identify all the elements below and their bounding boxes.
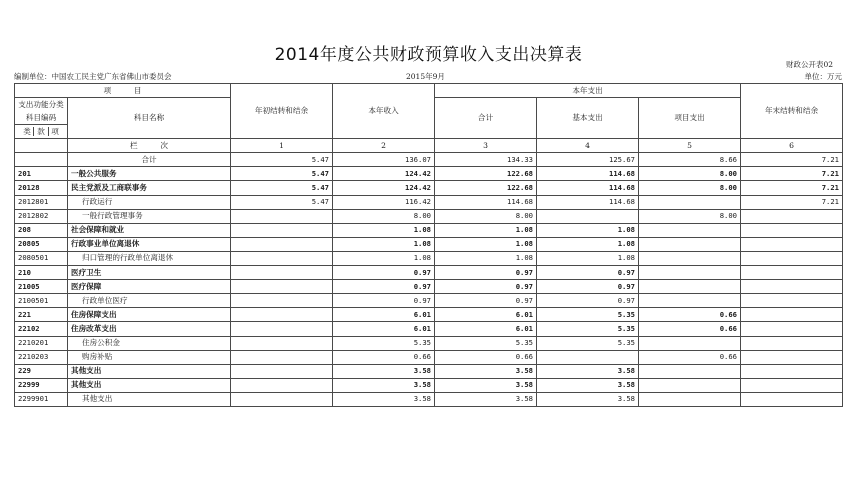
cell-income: 124.42 [333,167,435,181]
header-basic-expense: 基本支出 [537,98,639,139]
index-1: 1 [231,139,333,153]
table-row [15,181,843,195]
row-name: 其他支出 [68,364,231,378]
row-name: 一般行政管理事务 [68,209,231,223]
cell-closing [741,266,843,280]
cell-total: 6.01 [435,322,537,336]
cell-project [639,336,741,350]
cell-basic [537,209,639,223]
row-name: 合计 [68,153,231,167]
cell-basic: 1.08 [537,251,639,265]
cell-closing [741,392,843,406]
cell-closing: 7.21 [741,167,843,181]
cell-project: 8.00 [639,181,741,195]
header-row-1 [15,84,843,98]
cell-project [639,266,741,280]
cell-basic: 1.08 [537,223,639,237]
header-subject-name: 科目名称 [68,98,231,139]
cell-project: 0.66 [639,322,741,336]
cell-project: 0.66 [639,308,741,322]
cell-total: 3.58 [435,392,537,406]
cell-income: 124.42 [333,181,435,195]
cell-closing [741,350,843,364]
cell-basic: 1.08 [537,237,639,251]
cell-opening [231,392,333,406]
header-cat-kuan-xiang [15,125,68,139]
table-row [15,237,843,251]
cell-closing [741,364,843,378]
cell-opening [231,308,333,322]
cell-basic: 114.68 [537,195,639,209]
cell-closing [741,223,843,237]
row-name: 购房补贴 [68,350,231,364]
row-name: 行政事业单位离退休 [68,237,231,251]
cell-closing: 7.21 [741,181,843,195]
cell-income: 1.08 [333,223,435,237]
table-row [15,308,843,322]
table-row [15,392,843,406]
cell-total: 5.35 [435,336,537,350]
row-name: 归口管理的行政单位离退休 [68,251,231,265]
row-code: 2210201 [15,336,68,350]
cell-total: 134.33 [435,153,537,167]
cell-project [639,237,741,251]
cell-income: 5.35 [333,336,435,350]
cell-opening [231,237,333,251]
index-blank [15,139,68,153]
row-code: 22102 [15,322,68,336]
cell-closing: 7.21 [741,153,843,167]
row-code: 2080501 [15,251,68,265]
row-code: 229 [15,364,68,378]
row-code: 208 [15,223,68,237]
header-item: 项 目 [15,84,231,98]
row-name: 住房改革支出 [68,322,231,336]
cell-total: 0.66 [435,350,537,364]
cell-total: 122.68 [435,181,537,195]
row-code: 20805 [15,237,68,251]
cell-basic: 125.67 [537,153,639,167]
cell-income: 136.07 [333,153,435,167]
cell-income: 3.58 [333,378,435,392]
cell-total: 1.08 [435,237,537,251]
cell-total: 0.97 [435,266,537,280]
cell-project: 8.00 [639,167,741,181]
cell-income: 0.97 [333,294,435,308]
cell-total: 114.68 [435,195,537,209]
row-code: 221 [15,308,68,322]
report-period: 2015年9月 [406,72,445,81]
cell-income: 3.58 [333,392,435,406]
cell-opening [231,209,333,223]
cell-project [639,364,741,378]
cell-income: 6.01 [333,322,435,336]
cell-total: 0.97 [435,280,537,294]
row-name: 其他支出 [68,378,231,392]
form-code: 财政公开表02 [785,60,833,69]
cell-total: 1.08 [435,251,537,265]
table-row [15,350,843,364]
row-code [15,153,68,167]
cell-opening [231,322,333,336]
cell-opening [231,223,333,237]
cell-basic: 3.58 [537,364,639,378]
cell-project [639,280,741,294]
header-current-expense: 本年支出 [435,84,741,98]
cell-project: 0.66 [639,350,741,364]
cell-closing [741,322,843,336]
cell-basic: 114.68 [537,181,639,195]
row-code: 210 [15,266,68,280]
cell-project [639,223,741,237]
cell-project [639,392,741,406]
cell-income: 3.58 [333,364,435,378]
row-code: 22999 [15,378,68,392]
row-code: 2299901 [15,392,68,406]
cell-closing [741,280,843,294]
index-2: 2 [333,139,435,153]
table-row [15,209,843,223]
table-row [15,251,843,265]
row-code: 21005 [15,280,68,294]
header-kuan: 款 [33,127,49,136]
index-label: 栏 次 [68,139,231,153]
cell-closing [741,209,843,223]
cell-basic: 5.35 [537,322,639,336]
header-closing-balance: 年末结转和结余 [741,84,843,139]
table-row [15,280,843,294]
header-xiang: 项 [51,126,59,136]
row-name: 住房公积金 [68,336,231,350]
cell-basic: 0.97 [537,280,639,294]
cell-income: 0.97 [333,266,435,280]
cell-total: 6.01 [435,308,537,322]
row-code: 2100501 [15,294,68,308]
cell-project: 8.00 [639,209,741,223]
cell-opening [231,378,333,392]
row-name: 住房保障支出 [68,308,231,322]
row-name: 其他支出 [68,392,231,406]
row-name: 社会保障和就业 [68,223,231,237]
cell-income: 0.97 [333,280,435,294]
cell-income: 8.00 [333,209,435,223]
cell-project: 8.66 [639,153,741,167]
cell-opening [231,266,333,280]
cell-opening [231,350,333,364]
cell-closing [741,294,843,308]
cell-opening [231,251,333,265]
index-4: 4 [537,139,639,153]
cell-basic: 3.58 [537,392,639,406]
row-code: 2210203 [15,350,68,364]
meta-row [14,71,842,82]
cell-closing [741,237,843,251]
cell-opening: 5.47 [231,181,333,195]
cell-closing [741,336,843,350]
index-6: 6 [741,139,843,153]
cell-basic: 3.58 [537,378,639,392]
row-name: 民主党派及工商联事务 [68,181,231,195]
table-row [15,378,843,392]
table-row [15,223,843,237]
table-row [15,364,843,378]
row-name: 医疗卫生 [68,266,231,280]
cell-closing: 7.21 [741,195,843,209]
cell-total: 0.97 [435,294,537,308]
row-name: 医疗保障 [68,280,231,294]
table-row [15,336,843,350]
cell-project [639,294,741,308]
cell-project [639,251,741,265]
row-name: 行政运行 [68,195,231,209]
cell-project [639,378,741,392]
table-row [15,167,843,181]
table-row [15,266,843,280]
cell-income: 116.42 [333,195,435,209]
index-5: 5 [639,139,741,153]
cell-opening: 5.47 [231,195,333,209]
cell-basic: 0.97 [537,266,639,280]
row-name: 行政单位医疗 [68,294,231,308]
cell-basic: 114.68 [537,167,639,181]
cell-closing [741,251,843,265]
cell-total: 3.58 [435,364,537,378]
cell-opening [231,336,333,350]
cell-opening [231,364,333,378]
row-code: 20128 [15,181,68,195]
currency-unit: 单位：万元 [804,72,842,81]
cell-basic: 5.35 [537,336,639,350]
budget-table [14,83,843,407]
header-subtotal: 合计 [435,98,537,139]
row-code: 201 [15,167,68,181]
cell-total: 8.00 [435,209,537,223]
header-project-expense: 项目支出 [639,98,741,139]
header-func-class: 支出功能分类科目编码 [15,98,68,125]
cell-opening: 5.47 [231,153,333,167]
cell-basic: 5.35 [537,308,639,322]
cell-income: 1.08 [333,251,435,265]
header-cat: 类 [23,126,31,136]
cell-basic: 0.97 [537,294,639,308]
cell-opening [231,294,333,308]
header-current-income: 本年收入 [333,84,435,139]
cell-closing [741,308,843,322]
cell-closing [741,378,843,392]
total-row [15,153,843,167]
row-name: 一般公共服务 [68,167,231,181]
cell-income: 0.66 [333,350,435,364]
table-row [15,294,843,308]
row-code: 2012802 [15,209,68,223]
reporting-unit: 编制单位：中国农工民主党广东省佛山市委员会 [14,72,172,81]
table-row [15,322,843,336]
index-3: 3 [435,139,537,153]
table-row [15,195,843,209]
cell-income: 6.01 [333,308,435,322]
cell-total: 3.58 [435,378,537,392]
cell-opening: 5.47 [231,167,333,181]
cell-project [639,195,741,209]
row-code: 2012801 [15,195,68,209]
cell-opening [231,280,333,294]
header-opening-balance: 年初结转和结余 [231,84,333,139]
column-index-row [15,139,843,153]
cell-total: 122.68 [435,167,537,181]
cell-income: 1.08 [333,237,435,251]
page-title: 2014年度公共财政预算收入支出决算表 [274,45,583,65]
cell-total: 1.08 [435,223,537,237]
cell-basic [537,350,639,364]
